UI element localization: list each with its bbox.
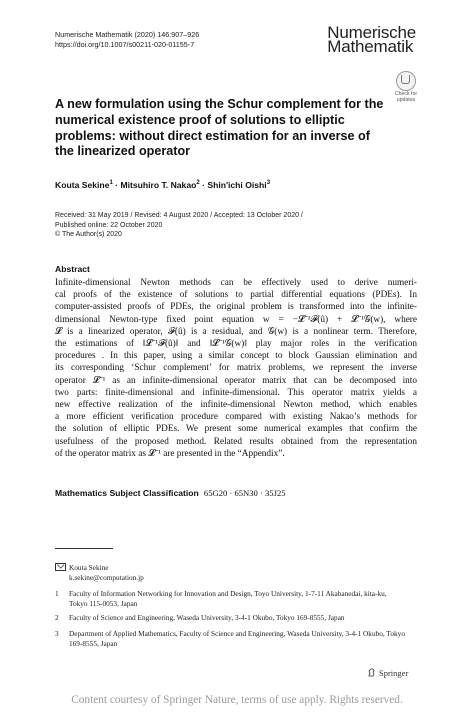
- journal-citation: Numerische Mathematik (2020) 146:907–926: [55, 30, 200, 39]
- abstract-line: the solution of elliptic PDEs. We present some numerical examples that confirm the: [55, 424, 417, 435]
- author-affiliation-marker: 2: [196, 180, 200, 187]
- journal-name-line1: Numerische: [327, 23, 416, 42]
- abstract-line: of the operator matrix as 𝓛⁻¹ are presented in the “Appendix”.: [55, 448, 285, 459]
- dates-line: Published online: 22 October 2020: [55, 221, 163, 229]
- abstract-line: Infinite-dimensional Newton methods can be effectively used to derive numeri-: [55, 278, 417, 288]
- header-citation: [55, 30, 199, 50]
- msc-classification: [55, 488, 286, 498]
- article-title: A new formulation using the Schur complement for the numerical existence proof of solutions to elliptic problems: without direct estimation for an inverse of the linearized operator: [55, 97, 384, 159]
- abstract-line: computer-assisted proofs of PDEs, the original problem is transformed into the infinite-: [55, 302, 417, 313]
- badge-label: [391, 92, 421, 103]
- check-for-updates-icon: [396, 71, 416, 91]
- publisher-name: Springer: [379, 668, 409, 678]
- contact-name: Kouta Sekine: [69, 563, 109, 572]
- check-for-updates-badge[interactable]: [391, 71, 421, 103]
- affiliation-text: Faculty of Science and Engineering, Waseda University, 3-4-1 Okubo, Tokyo 169-8555, Japan: [69, 613, 345, 622]
- publication-dates: [55, 211, 303, 240]
- springer-horse-icon: [368, 668, 376, 677]
- author-list: [55, 180, 270, 190]
- author-name: Mitsuhiro T. Nakao: [120, 180, 197, 190]
- author-affiliation-marker: 3: [266, 180, 271, 187]
- abstract-line: two parts: finite-dimensional and infinite-dimensional. This operator matrix yields a: [55, 387, 417, 398]
- author-name: Shin'ichi Oishi: [207, 180, 267, 190]
- author-affiliation-marker: 1: [109, 180, 113, 187]
- dates-line: Received: 31 May 2019 / Revised: 4 August 2020 / Accepted: 13 October 2020 /: [55, 212, 303, 219]
- abstract-line: its corresponding ‘Schur complement’ for matrix problems, we represent the inverse: [55, 363, 417, 374]
- journal-name-line2: Mathematik: [327, 37, 414, 56]
- affiliation-item: [55, 629, 425, 649]
- abstract-line: usefulness of the proposed method. Related results obtained from the representation: [55, 436, 417, 447]
- badge-label-line1: Check for: [394, 91, 418, 97]
- author-separator: ·: [199, 180, 208, 190]
- author-separator: ·: [112, 180, 121, 190]
- abstract-line: new effective realization of the infinite-dimensional Newton method, which enables: [55, 400, 417, 411]
- affiliation-number: 2: [55, 613, 59, 622]
- badge-label-line2: updates: [396, 96, 416, 103]
- abstract-line: cal proofs of the existence of solutions to partial differential equations (PDEs). In: [55, 290, 417, 301]
- affiliation-number: 3: [55, 629, 59, 638]
- affiliation-item: [55, 589, 425, 609]
- abstract-line: operator 𝓛⁻¹ as an infinite-dimensional operator matrix that can be decomposed into: [55, 375, 417, 386]
- abstract-line: dimensional Newton-type fixed point equation w = −𝓛⁻¹𝓕(û) + 𝓛⁻¹𝒢(w), where: [55, 314, 417, 325]
- contact-email[interactable]: k.sekine@computation.jp: [69, 573, 144, 582]
- affiliation-text: Department of Applied Mathematics, Faculty of Science and Engineering, Waseda University, 3-4-1 Okubo, Tokyo 169-8555, Japan: [69, 629, 405, 648]
- doi-link[interactable]: https://doi.org/10.1007/s00211-020-01155-7: [55, 40, 195, 49]
- abstract-line: procedures . In this paper, using a similar concept to block Gaussian elimination and: [55, 351, 417, 362]
- abstract-heading: Abstract: [55, 264, 90, 274]
- abstract-line: 𝓛 is a linearized operator, 𝓕(û) is a residual, and 𝒢(w) is a nonlinear term. Therefore,: [55, 326, 417, 337]
- affiliation-number: 1: [55, 589, 59, 598]
- author-name: Kouta Sekine: [55, 180, 110, 190]
- affiliation-text: Faculty of Information Networking for Innovation and Design, Toyo University, 1-7-11 Akabanedai, kita-ku, Tokyo 115-0053, Japan: [69, 589, 387, 608]
- msc-codes: 65G20 · 65N30 · 35J25: [203, 488, 286, 498]
- journal-logo: [327, 23, 416, 56]
- corresponding-author: [55, 563, 144, 583]
- envelope-icon: [55, 563, 66, 571]
- msc-label: Mathematics Subject Classification: [55, 488, 199, 498]
- abstract-line: the estimations of ‖𝓛⁻¹𝓕(û)‖ and ‖𝓛⁻¹𝒢(w)‖ play major roles in the verification: [55, 339, 417, 350]
- copyright-footer: Content courtesy of Springer Nature, terms of use apply. Rights reserved.: [71, 694, 403, 706]
- publisher-logo: [368, 668, 408, 678]
- abstract-body: [55, 277, 417, 460]
- copyright-line: © The Author(s) 2020: [55, 231, 122, 239]
- abstract-line: a more efficient verification procedure compared with existing Nakao’s methods for: [55, 412, 417, 423]
- affiliation-item: [55, 613, 425, 623]
- footnote-divider: [55, 548, 113, 549]
